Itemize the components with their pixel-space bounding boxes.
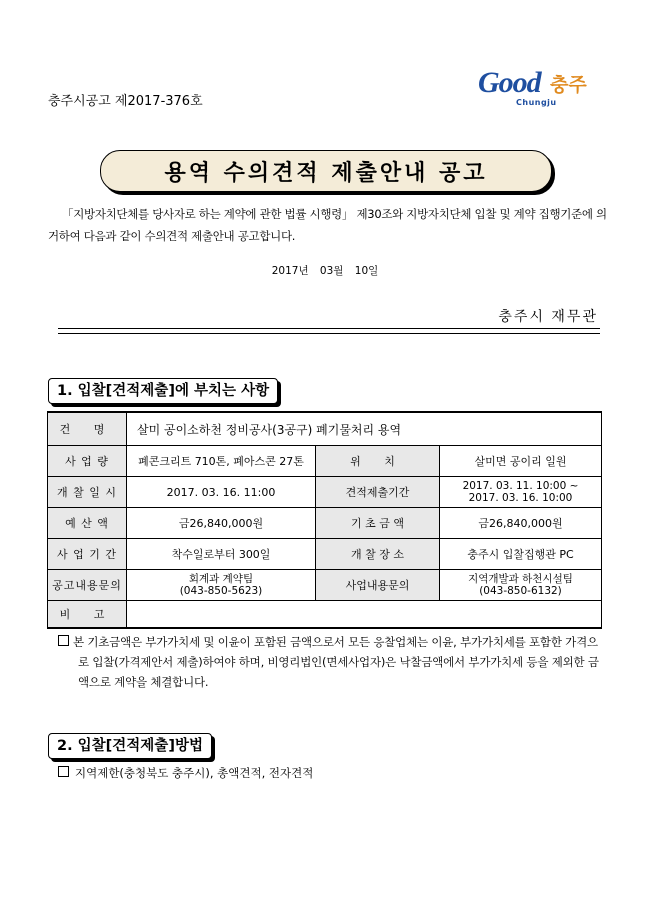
note-base-amount-text: 본 기초금액은 부가가치세 및 이윤이 포함된 금액으로서 모든 응찰업체는 이윤, 부가가치세를 포함한 가격으로 입찰(가격제안서 제출)하여야 하며, 비영리법인(면세사업자)은 낙찰금액에서 부가가치세 등을 제외한 금액으로 계약을 체결합니다. [73, 635, 599, 689]
notice-number: 충주시공고 제2017-376호 [48, 94, 203, 109]
location-label: 위 치 [316, 446, 440, 477]
contact2-phone: (043-850-6132) [479, 585, 562, 597]
note-bid-method [58, 765, 313, 781]
logo-city-text: 충주 [550, 74, 587, 96]
place-label: 개 찰 장 소 [316, 539, 440, 570]
scope-value: 폐콘크리트 710톤, 폐아스콘 27톤 [127, 446, 316, 477]
note-bid-method-text: 지역제한(충청북도 충주시), 총액견적, 전자견적 [75, 766, 314, 780]
page-title: 용역 수의견적 제출안내 공고 [164, 160, 488, 186]
table-row [48, 446, 602, 477]
intro-paragraph: 「지방자치단체를 당사자로 하는 계약에 관한 법률 시행령」 제30조와 지방자치단체 입찰 및 계약 집행기준에 의거하여 다음과 같이 수의견적 제출안내 공고합니다. [48, 207, 607, 243]
bid-info-table [47, 411, 602, 629]
base-label: 기 초 금 액 [316, 508, 440, 539]
location-value: 살미면 공이리 일원 [440, 446, 602, 477]
budget-value: 금26,840,000원 [127, 508, 316, 539]
table-row [48, 601, 602, 629]
name-label: 건 명 [48, 412, 127, 446]
remarks-value [127, 601, 602, 629]
divider-rule [58, 328, 600, 334]
signer: 충주시 재무관 [498, 309, 598, 325]
period-value [440, 477, 602, 508]
logo-sub-text: Chungju [516, 98, 557, 107]
period-start: 2017. 03. 11. 10:00 ~ [462, 480, 579, 492]
table-row [48, 508, 602, 539]
name-value: 살미 공이소하천 정비공사(3공구) 폐기물처리 용역 [127, 412, 602, 446]
title-banner [100, 150, 552, 192]
checkbox-square-icon [58, 766, 69, 777]
logo-good-text: Good [478, 66, 541, 99]
table-row [48, 477, 602, 508]
open-label: 개 찰 일 시 [48, 477, 127, 508]
base-value: 금26,840,000원 [440, 508, 602, 539]
contact2-value [440, 570, 602, 601]
note-base-amount [58, 632, 603, 692]
checkbox-square-icon [58, 635, 69, 646]
chungju-logo [478, 66, 588, 108]
notice-date: 2017년 03월 10일 [271, 265, 379, 277]
budget-label: 예 산 액 [48, 508, 127, 539]
table-row [48, 570, 602, 601]
duration-value: 착수일로부터 300일 [127, 539, 316, 570]
table-row [48, 539, 602, 570]
remarks-label: 비 고 [48, 601, 127, 629]
period-end: 2017. 03. 16. 10:00 [468, 492, 573, 504]
place-value: 충주시 입찰집행관 PC [440, 539, 602, 570]
table-row [48, 412, 602, 446]
contact2-team: 지역개발과 하천시설팀 [468, 573, 573, 585]
contact1-value [127, 570, 316, 601]
section-heading-2: 2. 입찰[견적제출]방법 [48, 733, 212, 759]
contact1-team: 회계과 계약팀 [188, 573, 254, 585]
section-heading-1: 1. 입찰[견적제출]에 부치는 사항 [48, 378, 278, 404]
scope-label: 사 업 량 [48, 446, 127, 477]
open-value: 2017. 03. 16. 11:00 [127, 477, 316, 508]
contact1-label: 공고내용문의 [48, 570, 127, 601]
contact2-label: 사업내용문의 [316, 570, 440, 601]
period-label: 견적제출기간 [316, 477, 440, 508]
duration-label: 사 업 기 간 [48, 539, 127, 570]
contact1-phone: (043-850-5623) [179, 585, 263, 597]
